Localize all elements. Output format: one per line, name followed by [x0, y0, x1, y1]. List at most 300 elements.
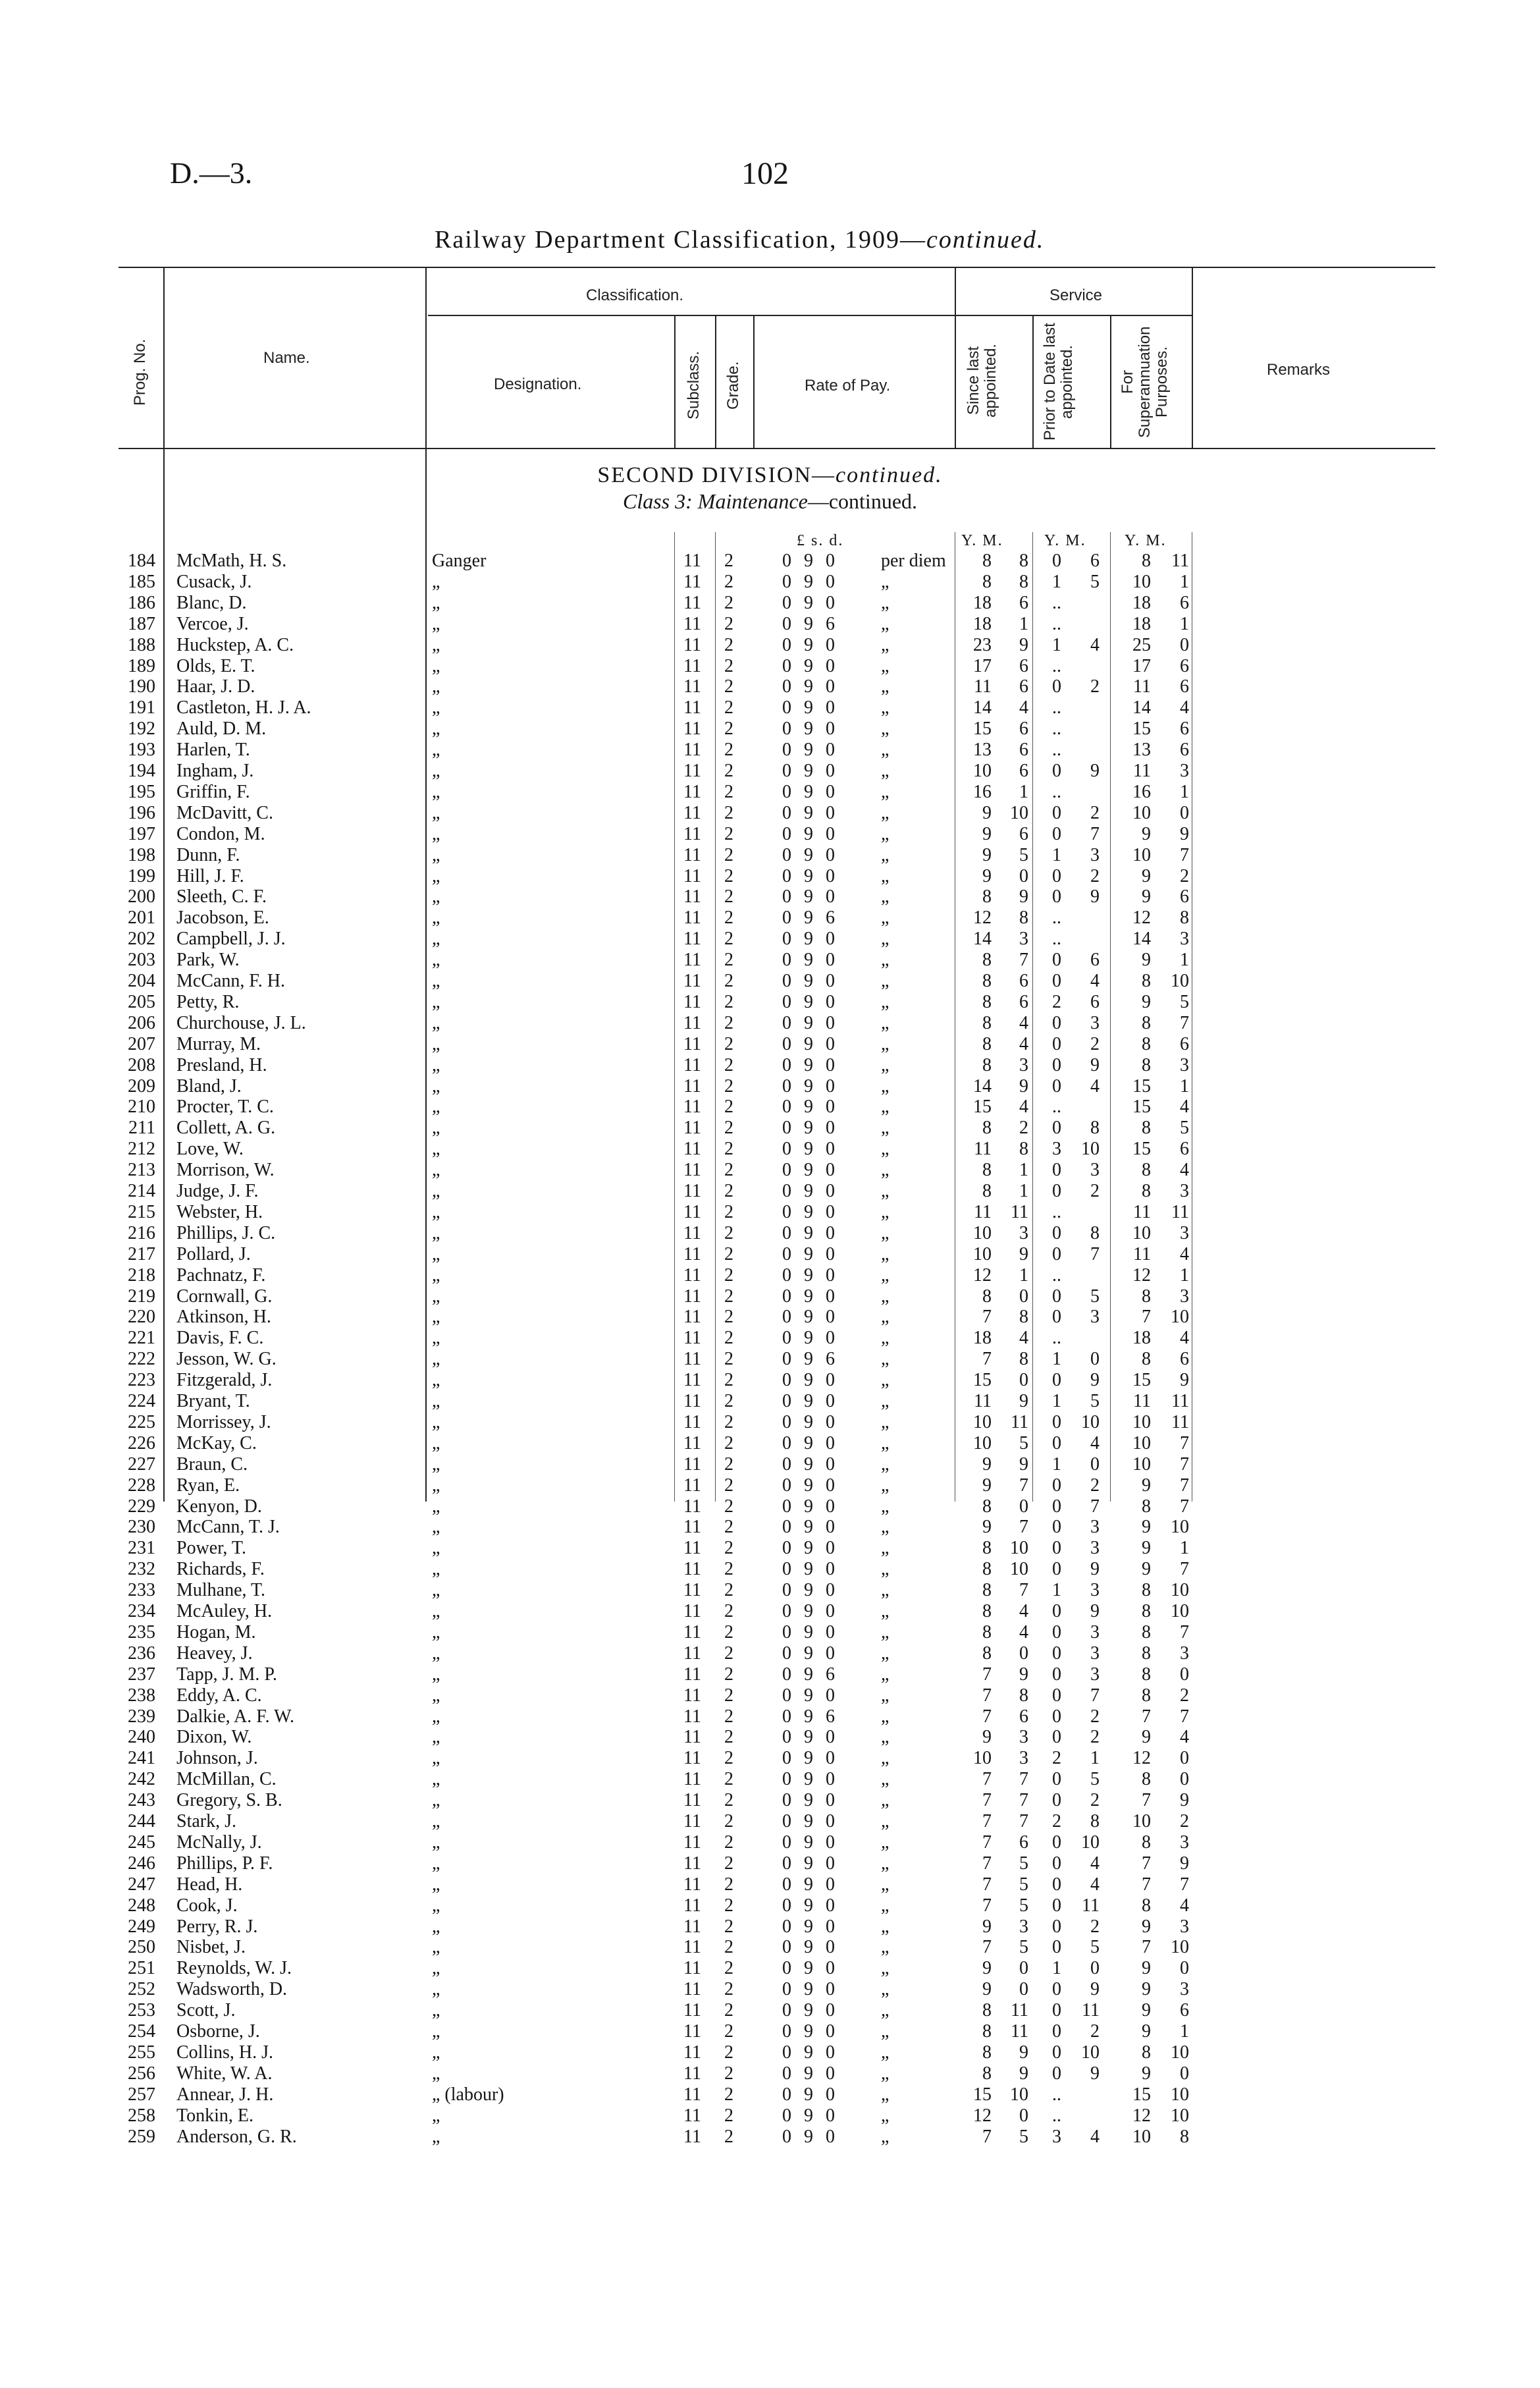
prog-no: 215 [128, 1201, 155, 1222]
since-months: 6 [1019, 1706, 1028, 1727]
since-years: 12 [973, 908, 992, 929]
subclass: 11 [683, 991, 701, 1012]
super-years: 8 [1142, 2042, 1151, 2063]
rate-of-pay: 0 9 0 [782, 1118, 839, 1139]
table-row [0, 1202, 1540, 1222]
employee-name: Blanc, D. [176, 592, 247, 613]
employee-name: Annear, J. H. [176, 2084, 274, 2105]
since-months: 7 [1019, 1475, 1028, 1496]
employee-name: McMath, H. S. [176, 551, 287, 571]
super-years: 11 [1133, 676, 1151, 697]
rate-of-pay: 0 9 0 [782, 740, 839, 761]
super-months: 3 [1180, 1916, 1189, 1937]
prior-months: 0 [1090, 1958, 1100, 1979]
since-years: 23 [973, 634, 992, 655]
super-years: 8 [1142, 1286, 1151, 1307]
subclass: 11 [683, 676, 701, 697]
since-years: 7 [982, 1706, 992, 1727]
subclass: 11 [683, 1832, 701, 1853]
col-grade: Grade. [724, 361, 742, 410]
prog-no: 240 [128, 1727, 155, 1748]
grade: 2 [724, 1054, 733, 1075]
prior-months: 5 [1090, 1391, 1100, 1411]
col-subclass: Subclass. [685, 350, 703, 420]
grade: 2 [724, 2000, 733, 2021]
subclass: 11 [683, 1181, 701, 1201]
grade: 2 [724, 865, 733, 886]
grade: 2 [724, 971, 733, 991]
subclass: 11 [683, 592, 701, 613]
table-row [0, 1013, 1540, 1033]
designation: „ [432, 1349, 440, 1370]
table-row [0, 782, 1540, 802]
rate-of-pay: 0 9 0 [782, 1160, 839, 1181]
page-reference: D.—3. [170, 156, 253, 190]
grade: 2 [724, 634, 733, 655]
rate-of-pay: 0 9 0 [782, 592, 839, 613]
table-row [0, 551, 1540, 571]
table-row [0, 1265, 1540, 1286]
prior-years: 1 [1052, 1391, 1061, 1411]
designation: „ [432, 1222, 440, 1243]
prog-no: 221 [128, 1328, 155, 1349]
pay-period: „ [881, 1790, 889, 1811]
prior-years: 0 [1052, 676, 1061, 697]
designation: „ [432, 886, 440, 908]
employee-name: Hill, J. F. [176, 865, 244, 886]
prog-no: 220 [128, 1307, 155, 1328]
prior-months: 2 [1090, 1475, 1100, 1496]
unit-super: Y. M. [1125, 532, 1167, 549]
super-years: 15 [1132, 1075, 1151, 1097]
since-years: 11 [974, 1201, 992, 1222]
super-months: 1 [1180, 571, 1189, 592]
super-years: 9 [1142, 1559, 1151, 1580]
since-months: 6 [1019, 592, 1028, 613]
table-row [0, 1475, 1540, 1496]
table-row [0, 2105, 1540, 2126]
grade: 2 [724, 1033, 733, 1054]
subclass: 11 [683, 1538, 701, 1559]
prog-no: 253 [128, 2000, 155, 2021]
since-years: 9 [982, 802, 992, 823]
rate-of-pay: 0 9 0 [782, 1033, 839, 1054]
grade: 2 [724, 781, 733, 802]
designation: „ [432, 1370, 440, 1391]
since-years: 14 [973, 1075, 992, 1097]
since-years: 13 [973, 740, 992, 761]
grade: 2 [724, 1391, 733, 1411]
prog-no: 202 [128, 929, 155, 950]
employee-name: Morrison, W. [176, 1160, 275, 1181]
prior-months: 2 [1090, 1727, 1100, 1748]
rate-of-pay: 0 9 0 [782, 719, 839, 740]
grade: 2 [724, 991, 733, 1012]
employee-name: Collett, A. G. [176, 1118, 276, 1139]
since-months: 6 [1019, 655, 1028, 676]
subclass: 11 [683, 2000, 701, 2021]
since-years: 16 [973, 781, 992, 802]
rate-of-pay: 0 9 0 [782, 971, 839, 991]
super-years: 7 [1142, 1790, 1151, 1811]
super-years: 9 [1142, 2000, 1151, 2021]
super-years: 9 [1142, 2063, 1151, 2084]
super-years: 12 [1132, 2105, 1151, 2126]
super-months: 10 [1171, 1601, 1189, 1621]
super-years: 7 [1142, 1937, 1151, 1958]
prior-years: 0 [1052, 1790, 1061, 1811]
super-months: 6 [1180, 1139, 1189, 1160]
super-months: 10 [1171, 1307, 1189, 1328]
prog-no: 207 [128, 1033, 155, 1054]
prior-months: 10 [1081, 2042, 1100, 2063]
grade: 2 [724, 1370, 733, 1391]
prior-months: 11 [1082, 1895, 1100, 1916]
prior-years: 0 [1052, 1370, 1061, 1391]
designation: „ [432, 971, 440, 991]
prior-years: 0 [1052, 823, 1061, 844]
grade: 2 [724, 1580, 733, 1601]
super-years: 12 [1132, 1264, 1151, 1286]
since-months: 9 [1019, 1664, 1028, 1685]
subclass: 11 [683, 908, 701, 929]
pay-period: „ [881, 886, 889, 908]
grade: 2 [724, 1538, 733, 1559]
prog-no: 204 [128, 971, 155, 991]
super-years: 8 [1142, 1054, 1151, 1075]
prior-months: 3 [1090, 844, 1100, 865]
grade: 2 [724, 1727, 733, 1748]
prior-months: 3 [1090, 1664, 1100, 1685]
since-years: 7 [982, 1832, 992, 1853]
rate-of-pay: 0 9 0 [782, 1328, 839, 1349]
super-months: 10 [1171, 2042, 1189, 2063]
since-months: 4 [1019, 1621, 1028, 1642]
prior-years: 0 [1052, 1118, 1061, 1139]
since-years: 10 [973, 1432, 992, 1453]
super-years: 9 [1142, 2021, 1151, 2042]
since-years: 9 [982, 865, 992, 886]
grade: 2 [724, 1559, 733, 1580]
division-continued: continued. [836, 463, 943, 487]
super-years: 10 [1132, 1432, 1151, 1453]
employee-name: Power, T. [176, 1538, 246, 1559]
rule-since [1032, 315, 1034, 448]
prog-no: 234 [128, 1601, 155, 1621]
rate-of-pay: 0 9 0 [782, 1475, 839, 1496]
pay-period: „ [881, 1118, 889, 1139]
employee-name: Atkinson, H. [176, 1307, 271, 1328]
since-months: 6 [1019, 823, 1028, 844]
grade: 2 [724, 1517, 733, 1538]
subclass: 11 [683, 1075, 701, 1097]
since-months: 7 [1019, 950, 1028, 971]
subclass: 11 [683, 950, 701, 971]
prior-months: 5 [1090, 571, 1100, 592]
super-years: 11 [1133, 1201, 1151, 1222]
grade: 2 [724, 761, 733, 781]
employee-name: Cornwall, G. [176, 1286, 273, 1307]
prior-years: 0 [1052, 1937, 1061, 1958]
designation: „ [432, 613, 440, 634]
pay-period: „ [881, 1432, 889, 1453]
prog-no: 251 [128, 1958, 155, 1979]
super-months: 2 [1180, 1811, 1189, 1832]
prior-months: 5 [1090, 1769, 1100, 1790]
pay-period: „ [881, 2000, 889, 2021]
since-years: 8 [982, 571, 992, 592]
designation: „ [432, 1033, 440, 1054]
rate-of-pay: 0 9 0 [782, 865, 839, 886]
pay-period: „ [881, 1769, 889, 1790]
pay-period: „ [881, 950, 889, 971]
designation: „ [432, 908, 440, 929]
employee-name: McAuley, H. [176, 1601, 273, 1621]
super-years: 8 [1142, 1160, 1151, 1181]
employee-name: Davis, F. C. [176, 1328, 264, 1349]
since-months: 11 [1011, 2021, 1028, 2042]
prior-years: .. [1052, 1328, 1061, 1349]
since-years: 8 [982, 1601, 992, 1621]
rate-of-pay: 0 9 0 [782, 1496, 839, 1517]
prior-months: 3 [1090, 1538, 1100, 1559]
table-row [0, 1433, 1540, 1453]
rate-of-pay: 0 9 0 [782, 2000, 839, 2021]
super-months: 4 [1180, 1243, 1189, 1264]
table-row [0, 1601, 1540, 1621]
prior-months: 2 [1090, 1706, 1100, 1727]
prior-months: 3 [1090, 1580, 1100, 1601]
pay-period: „ [881, 844, 889, 865]
subclass: 11 [683, 719, 701, 740]
table-row [0, 697, 1540, 718]
col-superannuation: For Superannuation Purposes. [1119, 326, 1171, 438]
since-months: 5 [1019, 844, 1028, 865]
rule-subclass [715, 315, 716, 448]
employee-name: Mulhane, T. [176, 1580, 266, 1601]
prog-no: 238 [128, 1685, 155, 1706]
employee-name: Collins, H. J. [176, 2042, 274, 2063]
pay-period: „ [881, 1748, 889, 1769]
pay-period: „ [881, 1811, 889, 1832]
since-years: 18 [973, 1328, 992, 1349]
since-months: 11 [1011, 1201, 1028, 1222]
subclass: 11 [683, 1307, 701, 1328]
pay-period: „ [881, 1033, 889, 1054]
super-years: 11 [1133, 761, 1151, 781]
since-months: 8 [1019, 908, 1028, 929]
table-row [0, 1895, 1540, 1916]
rate-of-pay: 0 9 0 [782, 1937, 839, 1958]
grade: 2 [724, 1160, 733, 1181]
pay-period: „ [881, 1642, 889, 1664]
prior-months: 9 [1090, 1370, 1100, 1391]
prior-months: 9 [1090, 2063, 1100, 2084]
super-years: 15 [1132, 2084, 1151, 2105]
since-years: 7 [982, 1853, 992, 1874]
rate-of-pay: 0 9 0 [782, 1054, 839, 1075]
col-prior-to-date: Prior to Date last appointed. [1041, 323, 1076, 441]
table-row [0, 1937, 1540, 1957]
super-years: 12 [1132, 1748, 1151, 1769]
employee-name: Ingham, J. [176, 761, 254, 781]
prog-no: 198 [128, 844, 155, 865]
prog-no: 195 [128, 781, 155, 802]
grade: 2 [724, 1832, 733, 1853]
designation: „ [432, 802, 440, 823]
subclass: 11 [683, 1664, 701, 1685]
prior-years: .. [1052, 592, 1061, 613]
employee-name: Cook, J. [176, 1895, 238, 1916]
subclass: 11 [683, 886, 701, 908]
since-months: 1 [1019, 1264, 1028, 1286]
subclass: 11 [683, 929, 701, 950]
pay-period: „ [881, 571, 889, 592]
prior-years: 2 [1052, 991, 1061, 1012]
table-row [0, 1769, 1540, 1789]
prior-months: 9 [1090, 1559, 1100, 1580]
super-months: 6 [1180, 740, 1189, 761]
prior-years: 0 [1052, 1496, 1061, 1517]
super-years: 9 [1142, 823, 1151, 844]
subclass: 11 [683, 1580, 701, 1601]
header-top-rule [119, 267, 1435, 268]
since-years: 9 [982, 823, 992, 844]
since-years: 9 [982, 1958, 992, 1979]
since-months: 0 [1019, 1496, 1028, 1517]
table-row [0, 1370, 1540, 1390]
since-years: 7 [982, 1811, 992, 1832]
super-months: 9 [1180, 1370, 1189, 1391]
since-years: 7 [982, 1685, 992, 1706]
rule-pay [955, 267, 956, 448]
pay-period: „ [881, 1075, 889, 1097]
table-row [0, 2000, 1540, 2021]
super-months: 11 [1171, 1201, 1189, 1222]
grade: 2 [724, 1874, 733, 1895]
pay-period: „ [881, 802, 889, 823]
since-months: 8 [1019, 1349, 1028, 1370]
grade: 2 [724, 1139, 733, 1160]
employee-name: Reynolds, W. J. [176, 1958, 292, 1979]
subclass: 11 [683, 844, 701, 865]
designation: „ [432, 1874, 440, 1895]
super-months: 9 [1180, 1853, 1189, 1874]
since-years: 10 [973, 1748, 992, 1769]
super-months: 6 [1180, 655, 1189, 676]
table-row [0, 1685, 1540, 1706]
prog-no: 186 [128, 592, 155, 613]
prior-years: 2 [1052, 1811, 1061, 1832]
since-months: 0 [1019, 2105, 1028, 2126]
prog-no: 217 [128, 1243, 155, 1264]
since-months: 4 [1019, 1012, 1028, 1033]
super-years: 9 [1142, 1517, 1151, 1538]
since-years: 8 [982, 2000, 992, 2021]
subclass: 11 [683, 1601, 701, 1621]
prior-years: 0 [1052, 2021, 1061, 2042]
designation: „ [432, 1097, 440, 1118]
rate-of-pay: 0 9 0 [782, 761, 839, 781]
since-years: 11 [974, 1139, 992, 1160]
since-months: 1 [1019, 781, 1028, 802]
employee-name: Wadsworth, D. [176, 1979, 288, 2000]
subclass: 11 [683, 1706, 701, 1727]
since-months: 3 [1019, 1748, 1028, 1769]
since-months: 4 [1019, 697, 1028, 719]
super-months: 10 [1171, 971, 1189, 991]
super-years: 7 [1142, 1706, 1151, 1727]
rate-of-pay: 0 9 0 [782, 1517, 839, 1538]
prior-years: 0 [1052, 1054, 1061, 1075]
prior-years: 0 [1052, 761, 1061, 781]
table-row [0, 2084, 1540, 2105]
employee-name: Presland, H. [176, 1054, 267, 1075]
prior-years: 0 [1052, 551, 1061, 571]
designation: „ [432, 1979, 440, 2000]
rate-of-pay: 0 9 0 [782, 1916, 839, 1937]
table-row [0, 2063, 1540, 2084]
pay-period: „ [881, 719, 889, 740]
rate-of-pay: 0 9 0 [782, 1642, 839, 1664]
super-months: 7 [1180, 1012, 1189, 1033]
since-months: 0 [1019, 1979, 1028, 2000]
pay-period: „ [881, 1411, 889, 1432]
prior-years: .. [1052, 2084, 1061, 2105]
employee-name: Murray, M. [176, 1033, 261, 1054]
grade: 2 [724, 1349, 733, 1370]
prog-no: 248 [128, 1895, 155, 1916]
table-row [0, 1244, 1540, 1264]
pay-period: „ [881, 1621, 889, 1642]
since-months: 6 [1019, 991, 1028, 1012]
grade: 2 [724, 908, 733, 929]
since-years: 14 [973, 697, 992, 719]
super-months: 0 [1180, 2063, 1189, 2084]
super-months: 10 [1171, 1580, 1189, 1601]
prior-years: .. [1052, 655, 1061, 676]
employee-name: Anderson, G. R. [176, 2126, 297, 2147]
prior-years: 1 [1052, 571, 1061, 592]
super-months: 4 [1180, 1328, 1189, 1349]
designation: „ [432, 2105, 440, 2126]
header-bottom-rule [119, 448, 1435, 449]
employee-name: Braun, C. [176, 1453, 248, 1475]
since-months: 7 [1019, 1811, 1028, 1832]
prior-months: 0 [1090, 1349, 1100, 1370]
rate-of-pay: 0 9 0 [782, 1769, 839, 1790]
employee-name: Head, H. [176, 1874, 243, 1895]
since-years: 18 [973, 613, 992, 634]
grade: 2 [724, 1307, 733, 1328]
designation: „ [432, 1139, 440, 1160]
prog-no: 208 [128, 1054, 155, 1075]
employee-name: Phillips, P. F. [176, 1853, 273, 1874]
grade: 2 [724, 2021, 733, 2042]
prior-months: 2 [1090, 802, 1100, 823]
since-years: 8 [982, 1642, 992, 1664]
subclass: 11 [683, 1033, 701, 1054]
prior-months: 6 [1090, 950, 1100, 971]
table-row [0, 1034, 1540, 1054]
rate-of-pay: 0 9 0 [782, 1601, 839, 1621]
super-years: 15 [1132, 1370, 1151, 1391]
prior-months: 0 [1090, 1453, 1100, 1475]
prior-years: 0 [1052, 1222, 1061, 1243]
prior-years: 1 [1052, 1453, 1061, 1475]
prog-no: 244 [128, 1811, 155, 1832]
prior-months: 7 [1090, 1685, 1100, 1706]
